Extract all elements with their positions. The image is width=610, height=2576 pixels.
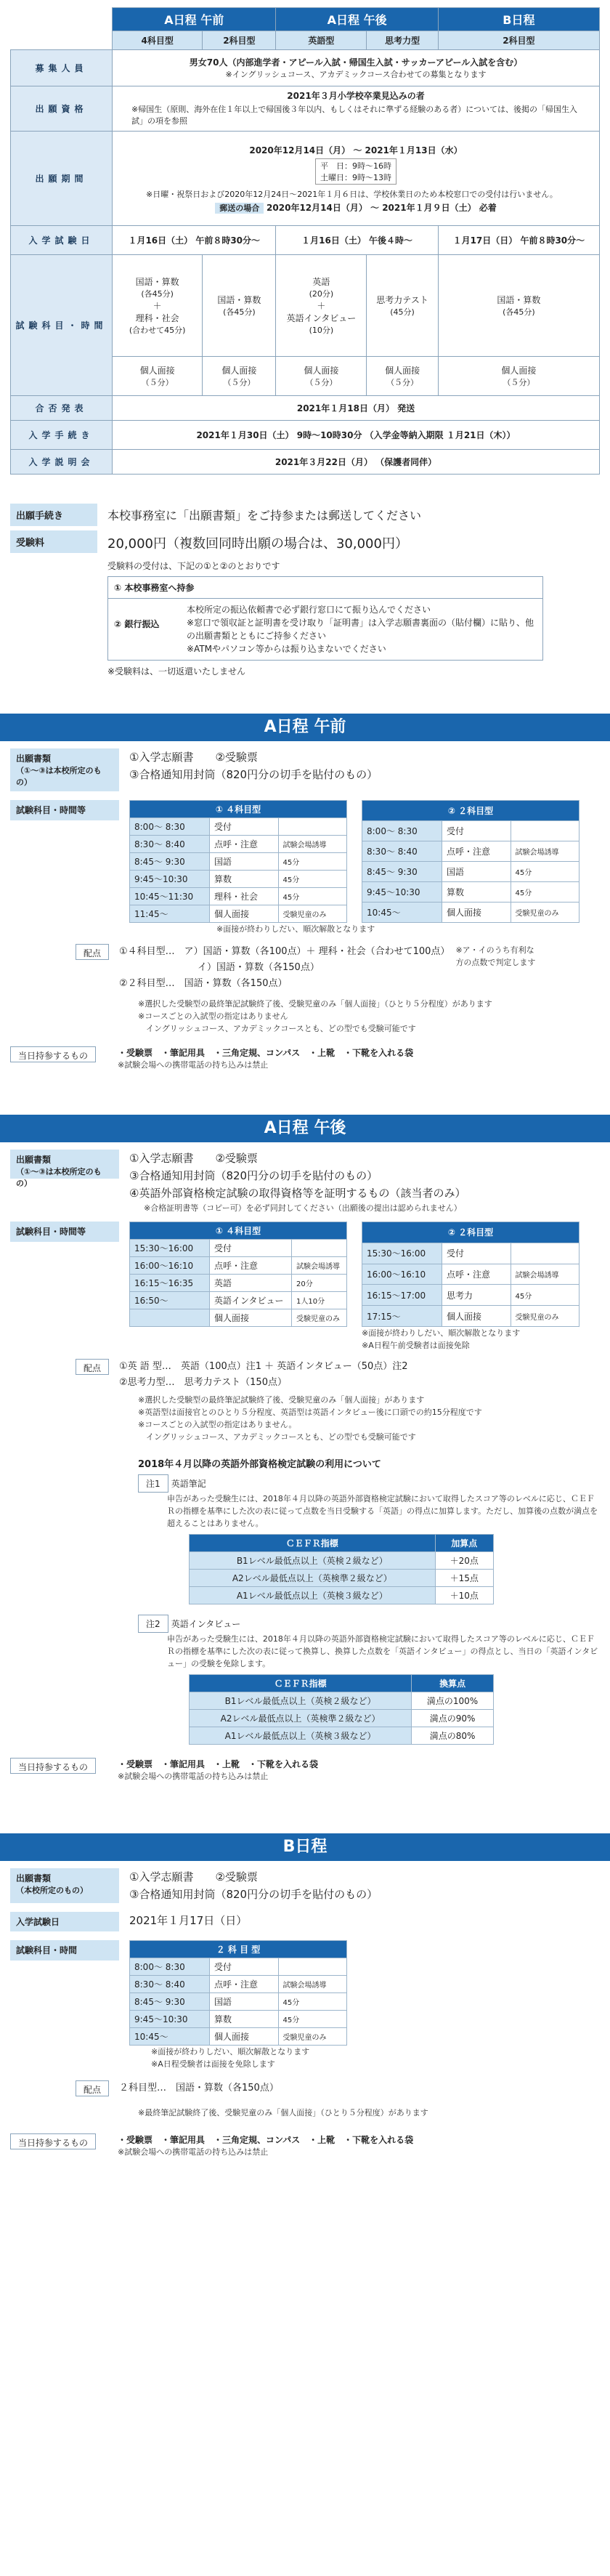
orientation: 2021年３月22日（月） （保護者同伴） (113, 450, 600, 475)
score-label: 配点 (76, 944, 109, 960)
subjects-2: 国語・算数 (各45分) (203, 255, 276, 357)
doc-label: 出願書類 （①～③は本校所定のもの） (10, 748, 119, 791)
subjects-4: 国語・算数 (各45分) ＋ 理科・社会 (合わせて45分) (113, 255, 203, 357)
table-row: 15:30～16:00 受付 (130, 1240, 347, 1257)
ext-title: 2018年４月以降の英語外部資格検定試験の利用について (138, 1459, 381, 1470)
date-label: 入学試験日 (10, 1912, 119, 1931)
row-label: 入学手続き (11, 421, 113, 450)
interview: 個人面接 （５分） (203, 357, 276, 396)
table-row: 16:15～16:35 英語 20分 (130, 1275, 347, 1292)
application-period: 2020年12月14日（月） ～ 2021年１月13日（水） 平 日：9時～16時 土曜日：9時～13時 ※日曜・祝祭日および2020年12月24日～2021年１月６日は、学校休業日のため本校窓口での受付は行いません。 郵送の場合 2020年12月14日（月） ～ 2021年１月９日（土） 必着 (113, 132, 600, 226)
table-row: 16:00～16:10 点呼・注意 試験会場誘導 (362, 1264, 580, 1285)
table-row: 16:50～ 英語インタビュー 1人10分 (130, 1292, 347, 1309)
table-row: A1レベル最低点以上（英検３級など） 満点の80% (190, 1727, 494, 1745)
row-label: 募集人員 (11, 50, 113, 86)
type-b-2subj: 2科目型 (438, 31, 599, 50)
eligibility: 2021年３月小学校卒業見込みの者 ※帰国生（原則、海外在住１年以上で帰国後３年以内、もしくはそれに準ずる経験のある者）については、後掲の「帰国生入試」の項を参照 (113, 86, 600, 132)
table-row: 9:45～10:30 算数 45分 (130, 871, 347, 888)
table-row: 8:30～ 8:40 点呼・注意 試験会場誘導 (362, 841, 580, 862)
table-row: 16:00～16:10 点呼・注意 試験会場誘導 (130, 1257, 347, 1275)
apply-label: 出願手続き (10, 504, 97, 526)
pay-option-1: ① 本校事務室へ持参 (108, 577, 542, 599)
time-label: 試験科目・時間 (10, 1940, 119, 1961)
timetable-b (129, 1940, 347, 2046)
type-2subj: 2科目型 (203, 31, 276, 50)
schedule-b: B日程 (438, 8, 599, 31)
exam-date-a-am: １月16日（土） 午前８時30分～ (113, 226, 276, 255)
type-english: 英語型 (276, 31, 367, 50)
table-row: 8:30～ 8:40 点呼・注意 試験会場誘導 (130, 836, 347, 853)
table-row: 8:45～ 9:30 国語 45分 (362, 862, 580, 882)
table-row: 9:45～10:30 算数 45分 (362, 882, 580, 903)
timetable-2subj (362, 800, 580, 923)
exam-date-a-pm: １月16日（土） 午後４時～ (276, 226, 438, 255)
overview-table (10, 7, 600, 475)
row-label: 出願期間 (11, 132, 113, 226)
interview: 個人面接 （５分） (276, 357, 367, 396)
bring-label: 当日持参するもの (10, 1046, 96, 1062)
enrollment-procedure: 2021年１月30日（土） 9時～10時30分 （入学金等納入期限 １月21日（木）） (113, 421, 600, 450)
fee-text: 20,000円（複数回同時出願の場合は、30,000円） (107, 536, 408, 552)
timetable-header: ２ 科 目 型 (130, 1941, 347, 1958)
schedule-a-pm: A日程 午後 (276, 8, 438, 31)
pay-option-2: ② 銀行振込 (114, 619, 160, 629)
table-row: 10:45～ 個人面接 受験児童のみ (130, 2028, 347, 2046)
timetable-english (129, 1222, 347, 1327)
doc-label: 出願書類 （本校所定のもの） (10, 1868, 119, 1903)
refund-note: ※受験料は、一切返還いたしません (107, 666, 246, 677)
timetable-header: ② ２科目型 (362, 801, 580, 821)
pay-note: 受験料の受付は、下記の①と②のとおりです (107, 561, 280, 571)
timetable-header: ② ２科目型 (362, 1222, 580, 1243)
table-row: 10:45～ 個人面接 受験児童のみ (362, 903, 580, 923)
table-row: 8:30～ 8:40 点呼・注意 試験会場誘導 (130, 1976, 347, 1993)
type-thinking: 思考力型 (367, 31, 438, 50)
table-row: 8:45～ 9:30 国語 45分 (130, 1993, 347, 2011)
table-row: 10:45～11:30 理科・社会 45分 (130, 888, 347, 905)
b-section: 出願書類 （本校所定のもの） ①入学志願書 ②受験票 ③合格通知用封筒（820円分の切手を貼付のもの） 入学試験日 2021年１月17日（日） 試験科目・時間 ２ 科 目 型 8:00～ 8:30 受付 8:30～ 8:40 点呼・注意 試験会場誘導 8:45～ 9:30 国語 45分 9:45～10:30 算数 45分 10:45～ 個人面接 受験児童のみ ※面接が終わりしだい、順次解散となります ※A日程受験者は面接を免除します 配点 ２科目型… 国語・算数（各150点） ※最終筆記試験終了後、受験児童のみ「個人面接」（ひとり５分程度）があります 当日持参するもの ・受験票 ・筆記用具 ・三角定規、コンパス ・上靴 ・下靴を入れる袋 ※試験会場への携帯電話の持ち込みは禁止 (0, 1868, 610, 2158)
section-title-b: B日程 (0, 1833, 610, 1861)
table-row: 8:00～ 8:30 受付 (130, 1958, 347, 1976)
fee-label: 受験料 (10, 530, 97, 553)
row-label: 合否発表 (11, 396, 113, 421)
schedule-a-am: A日程 午前 (113, 8, 276, 31)
cefr-table-1: ＣＥＦＲ指標 加算点 B1レベル最低点以上（英検２級など） ＋20点 A2レベル最低点以上（英検準２級など） ＋15点 A1レベル最低点以上（英検３級など） ＋10点 (189, 1534, 494, 1604)
table-row: B1レベル最低点以上（英検２級など） 満点の100% (190, 1692, 494, 1710)
payment-box: ① 本校事務室へ持参 ② 銀行振込 本校所定の振込依頼書で必ず銀行窓口にて振り込んでください ※窓口で領収証と証明書を受け取り「証明書」は入学志願書裏面の（貼付欄）に貼り、他の出願書類とともにご持参ください ※ATMやパソコン等からは振り込まないでください (107, 576, 543, 661)
subjects-english: 英語 (20分) ＋ 英語インタビュー (10分) (276, 255, 367, 357)
timetable-4subj (129, 800, 347, 923)
row-label: 入学試験日 (11, 226, 113, 255)
a-am-section: 出願書類 （①～③は本校所定のもの） ①入学志願書 ②受験票 ③合格通知用封筒（820円分の切手を貼付のもの） 試験科目・時間等 ① ４科目型 8:00～ 8:30 受付 8:30～ 8:40 点呼・注意 試験会場誘導 8:45～ 9:30 国語 45分 9:45～10:30 算数 45分 10:45～11:30 理科・社会 45分 11:45～ 個人面接 受験児童のみ ② ２科目型 8:00～ 8:30 受付 8:30～ 8:40 点呼・注意 試験会場誘導 8:45～ 9:30 国語 45分 9:45～10:30 算数 45分 10:45～ 個人面接 受験児童のみ ※面接が終わりしだい、順次解散となります 配点 ①４科目型… ア）国語・算数（各100点）＋ 理科・社会（合わせて100点） イ）国語・算数（各150点） ②２科目型… 国語・算数（各150点） ※ア・イのうち有利な方の点数で判定します ※選択した受験型の最終筆記試験終了後、受験児童のみ「個人面接」（ひとり５分程度）があります ※コースごとの入試型の指定はありません イングリッシュコース、アカデミックコースとも、どの型でも受験可能です 当日持参するもの ・受験票 ・筆記用具 ・三角定規、コンパス ・上靴 ・下靴を入れる袋 ※試験会場への携帯電話の持ち込みは禁止 (0, 748, 610, 1071)
subjects-thinking: 思考力テスト (45分) (367, 255, 438, 357)
table-row: A1レベル最低点以上（英検３級など） ＋10点 (190, 1587, 494, 1604)
time-label: 試験科目・時間等 (10, 1222, 119, 1242)
table-row: 9:45～10:30 算数 45分 (130, 2011, 347, 2028)
capacity: 男女70人（内部進学者・アピール入試・帰国生入試・サッカーアピール入試を含む） ※イングリッシュコース、アカデミックコース合わせての募集となります (113, 50, 600, 86)
interview: 個人面接 （５分） (367, 357, 438, 396)
table-row: A2レベル最低点以上（英検準２級など） ＋15点 (190, 1570, 494, 1587)
type-4subj: 4科目型 (113, 31, 203, 50)
result-announcement: 2021年１月18日（月） 発送 (113, 396, 600, 421)
row-label: 出願資格 (11, 86, 113, 132)
cefr-table-2: ＣＥＦＲ指標 換算点 B1レベル最低点以上（英検２級など） 満点の100% A2レベル最低点以上（英検準２級など） 満点の90% A1レベル最低点以上（英検３級など） 満点の80% (189, 1674, 494, 1745)
table-row: 15:30～16:00 受付 (362, 1243, 580, 1264)
table-row: 8:00～ 8:30 受付 (130, 818, 347, 836)
timetable-thinking (362, 1222, 580, 1327)
table-row: 8:00～ 8:30 受付 (362, 821, 580, 841)
table-row: A2レベル最低点以上（英検準２級など） 満点の90% (190, 1710, 494, 1727)
time-label: 試験科目・時間等 (10, 800, 119, 820)
section-title-a-am: A日程 午前 (0, 714, 610, 741)
interview: 個人面接 （５分） (438, 357, 599, 396)
row-label: 入学説明会 (11, 450, 113, 475)
table-row: 16:15～17:00 思考力 45分 (362, 1285, 580, 1306)
apply-section (0, 504, 610, 677)
timetable-header: ① ４科目型 (130, 801, 347, 818)
table-row: B1レベル最低点以上（英検２級など） ＋20点 (190, 1552, 494, 1570)
table-row: 個人面接 受験児童のみ (130, 1309, 347, 1327)
table-row: 8:45～ 9:30 国語 45分 (130, 853, 347, 871)
doc-label: 出願書類 （①～③は本校所定のもの） (10, 1150, 119, 1179)
exam-date-b: １月17日（日） 午前８時30分～ (438, 226, 599, 255)
row-label: 試験科目・時間 (11, 255, 113, 396)
table-row: 17:15～ 個人面接 受験児童のみ (362, 1306, 580, 1327)
section-title-a-pm: A日程 午後 (0, 1115, 610, 1142)
a-pm-section: 出願書類 （①～③は本校所定のもの） ①入学志願書 ②受験票 ③合格通知用封筒（820円分の切手を貼付のもの） ④英語外部資格検定試験の取得資格等を証明するもの（該当者のみ） ※合格証明書等（コピー可）を必ず同封してください（出願後の提出は認められません） 試験科目・時間等 ① ４科目型 15:30～16:00 受付 16:00～16:10 点呼・注意 試験会場誘導 16:15～16:35 英語 20分 16:50～ 英語インタビュー 1人10分 個人面接 受験児童のみ ② ２科目型 15:30～16:00 受付 16:00～16:10 点呼・注意 試験会場誘導 16:15～17:00 思考力 45分 17:15～ 個人面接 受験児童のみ ※面接が終わりしだい、順次解散となります ※A日程午前受験者は面接免除 配点 ①英 語 型… 英語（100点）注1 ＋ 英語インタビュー（50点）注2 ②思考力型… 思考力テスト（150点） ※選択した受験型の最終筆記試験終了後、受験児童のみ「個人面接」があります ※英語型は面接官とのひとり５分程度、英語型は英語インタビュー後に口頭での約15分程度です ※コースごとの入試型の指定はありません。 イングリッシュコース、アカデミックコースとも、どの型でも受験可能です 2018年４月以降の英語外部資格検定試験の利用について 注1 英語筆記 申告があった受験生には、2018年４月以降の英語外部資格検定試験において取得したスコア等のレベルに応じ、ＣＥＦＲの指標を基準にした次の表に従って点数を当日受験する「英語」の得点に加算します。ただし、加算後の点数が満点を超えることはありません。 ＣＥＦＲ指標 加算点 B1レベル最低点以上（英検２級など） ＋20点 A2レベル最低点以上（英検準２級など） ＋15点 A1レベル最低点以上（英検３級など） ＋10点 注2 英語インタビュー 申告があった受験生には、2018年４月以降の英語外部資格検定試験において取得したスコア等のレベルに応じ、ＣＥＦＲの指標を基準にした次の表に従って換算し、換算した点数を「英語インタビュー」の得点とし、当日の「英語インタビュー」の受験を免除します。 ＣＥＦＲ指標 換算点 B1レベル最低点以上（英検２級など） 満点の100% A2レベル最低点以上（英検準２級など） 満点の90% A1レベル最低点以上（英検３級など） 満点の80% 当日持参するもの ・受験票 ・筆記用具 ・上靴 ・下靴を入れる袋 ※試験会場への携帯電話の持ち込みは禁止 (0, 1150, 610, 1782)
subjects-b: 国語・算数 (各45分) (438, 255, 599, 357)
table-row: 11:45～ 個人面接 受験児童のみ (130, 905, 347, 923)
apply-text: 本校事務室に「出願書類」をご持参または郵送してください (107, 509, 422, 522)
timetable-header: ① ４科目型 (130, 1222, 347, 1240)
interview: 個人面接 （５分） (113, 357, 203, 396)
